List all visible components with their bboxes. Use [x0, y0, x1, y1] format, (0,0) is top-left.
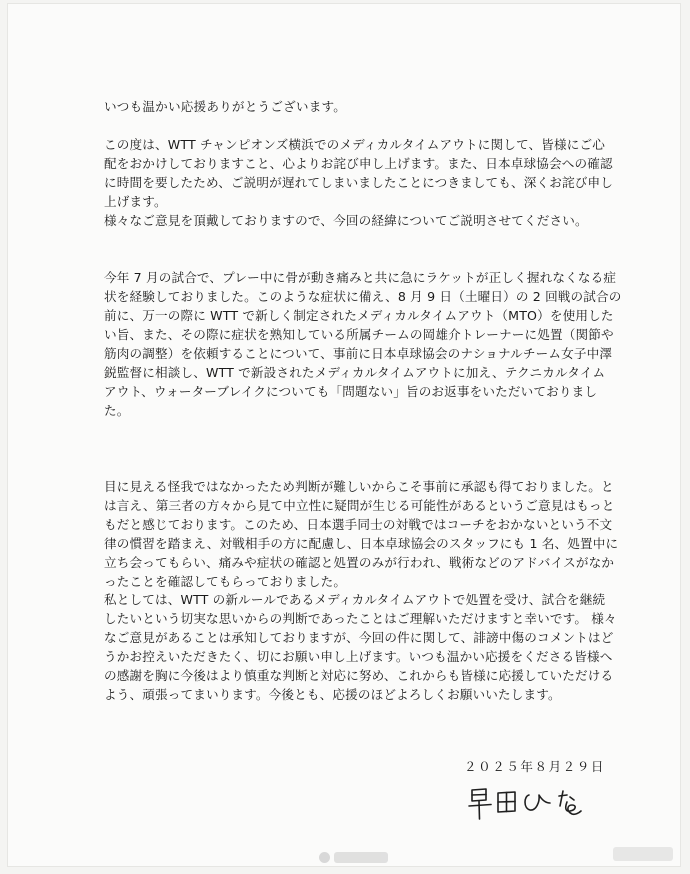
text-line: ったことを確認してもらっておりました。: [104, 574, 347, 589]
text-line: 配をおかけしておりますこと、心よりお詫び申し上げます。また、日本卓球協会への確認: [104, 156, 613, 171]
text-line: したいという切実な思いからの判断であったことはご理解いただけますと幸いです。 様々: [104, 611, 617, 626]
text-line: 立ち会ってもらい、痛みや症状の確認と処置のみが行われ、戦術などのアドバイスがなか: [104, 555, 615, 570]
paragraph-apology: [104, 135, 613, 230]
text-line: 私としては、WTT の新ルールであるメディカルタイムアウトで処置を受け、試合を継続: [104, 592, 606, 607]
text-line: 目に見える怪我ではなかったため判断が難しいからこそ事前に承認も得ておりました。と: [104, 479, 614, 494]
letter-date: ２０２５年８月２９日: [464, 759, 605, 774]
text-line: うかお控えいただきたく、切にお願い申し上げます。いつも温かい応援をくださる皆様へ: [104, 649, 613, 664]
paragraph-neutrality: [104, 477, 619, 591]
text-line: は言え、第三者の方々から見て中立性に疑問が生じる可能性があるというご意見はもっと: [104, 498, 615, 513]
text-line: 律の慣習を踏まえ、対戦相手の方に配慮し、日本卓球協会のスタッフにも 1 名、処置中に: [104, 536, 619, 551]
letter-sheet: [8, 4, 680, 866]
handwritten-signature: [466, 784, 591, 824]
text-line: 様々なご意見を頂戴しておりますので、今回の経緯についてご説明させてください。: [104, 213, 588, 228]
text-line: 状を経験しておりました。このような症状に備え、8 月 9 日（土曜日）の 2 回戦の試合の: [104, 289, 622, 304]
paragraph-background: [104, 268, 622, 420]
text-line: 筋肉の調整）を依頼することについて、事前に日本卓球協会のナショナルチーム女子中澤: [104, 346, 613, 361]
greeting-line: いつも温かい応援ありがとうございます。: [104, 99, 347, 114]
text-line: 上げます。: [104, 194, 167, 209]
text-line: よう、頑張ってまいります。今後とも、応援のほどよろしくお願いいたします。: [104, 687, 561, 702]
text-line: この度は、WTT チャンピオンズ横浜でのメディカルタイムアウトに関して、皆様にご心: [104, 137, 605, 152]
text-line: に時間を要したため、ご説明が遅れてしまいましたことにつきましても、深くお詫び申し: [104, 175, 613, 190]
text-line: 前に、万一の際に WTT で新しく制定されたメディカルタイムアウト（MTO）を使用した: [104, 308, 614, 323]
watermark-bar: [334, 852, 388, 863]
text-line: なご意見があることは承知しておりますが、今回の件に関して、誹謗中傷のコメントはど: [104, 630, 614, 645]
text-line: の感謝を胸に今後はより慎重な判断と対応に努め、これからも皆様に応援していただける: [104, 668, 614, 683]
watermark-logo: [298, 843, 408, 871]
paragraph-closing: [104, 590, 617, 704]
text-line: アウト、ウォーターブレイクについても「問題ない」旨のお返事をいただいておりまし: [104, 384, 598, 399]
text-line: い旨、また、その際に症状を熟知している所属チームの岡雄介トレーナーに処置（関節や: [104, 327, 614, 342]
text-line: 今年 7 月の試合で、プレー中に骨が動き痛みと共に急にラケットが正しく握れなくなる症: [104, 270, 617, 285]
text-line: もだと感じております。このため、日本選手同士の対戦ではコーチをおかないという不文: [104, 517, 613, 532]
watermark-dot-icon: [319, 852, 330, 863]
text-line: 鋭監督に相談し、WTT で新設されたメディカルタイムアウトに加え、テクニカルタイム: [104, 365, 606, 380]
text-line: た。: [104, 403, 130, 418]
watermark-tag: [613, 847, 673, 861]
